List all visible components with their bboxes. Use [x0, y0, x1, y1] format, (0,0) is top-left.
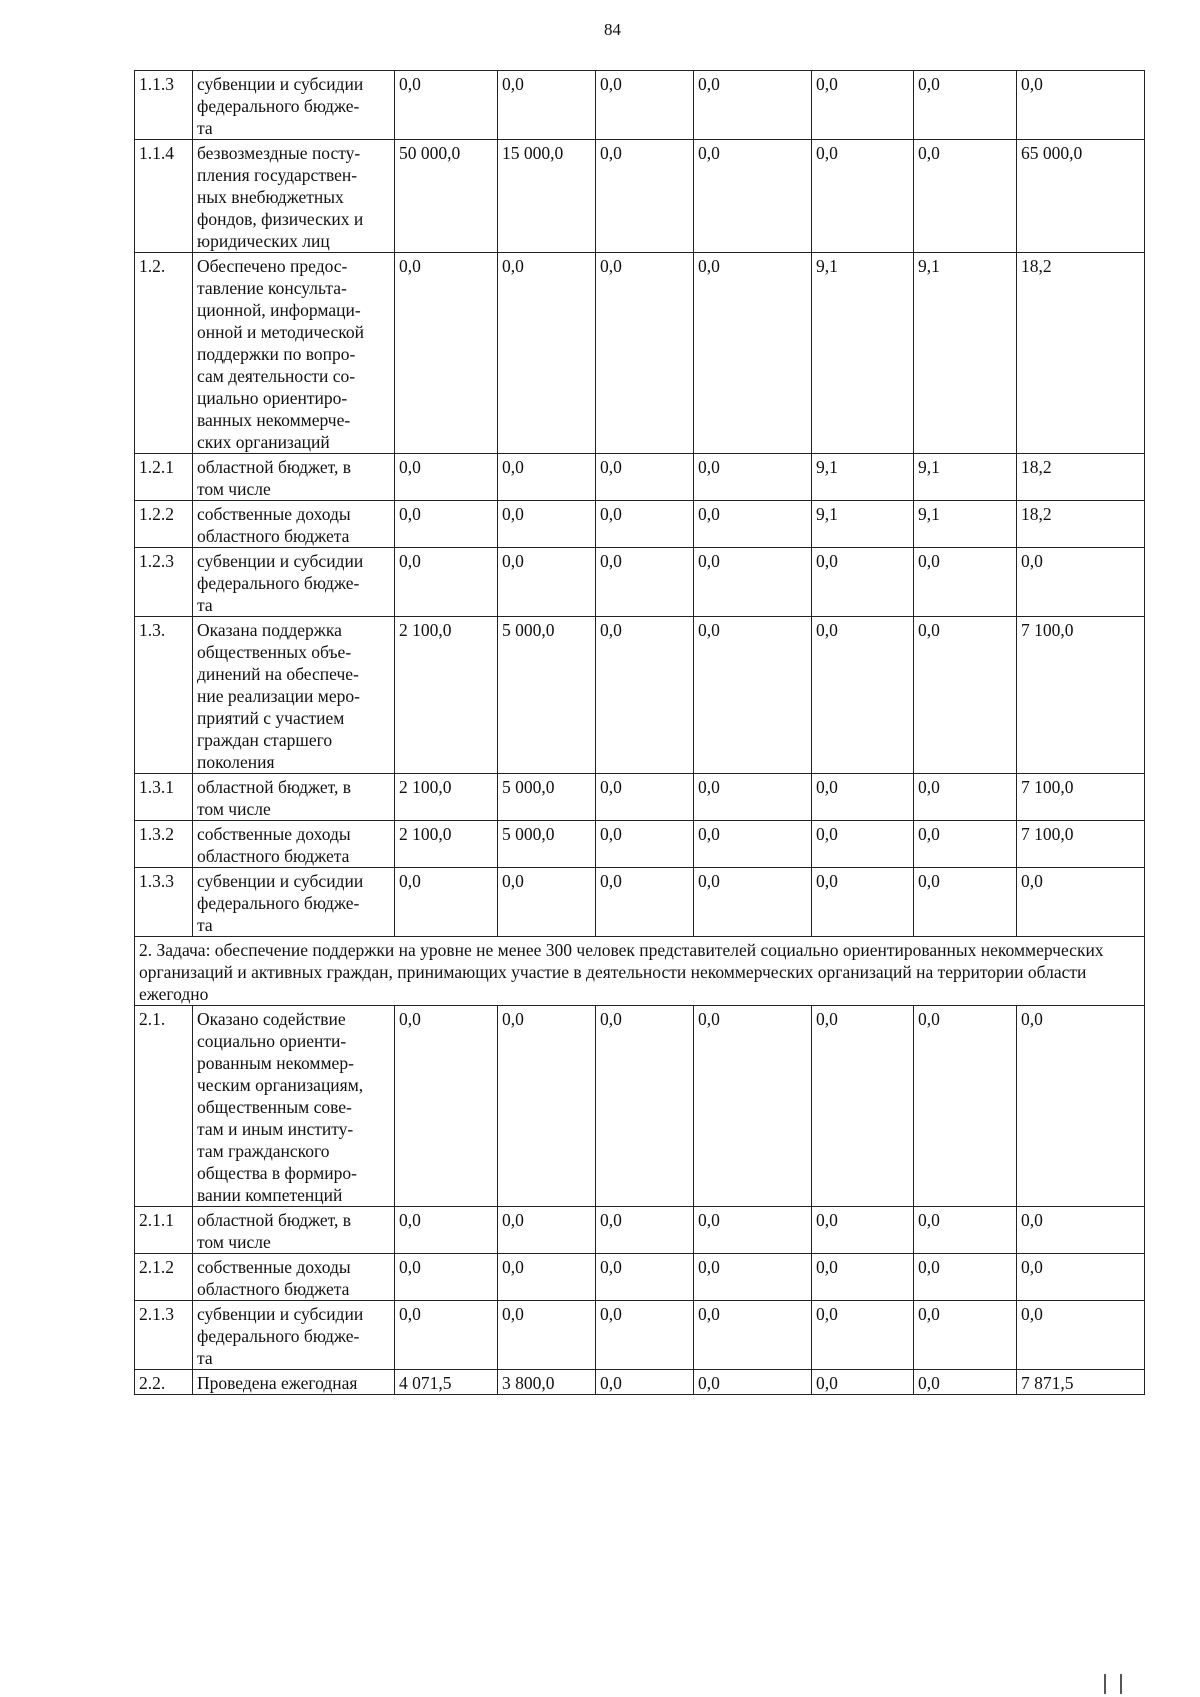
value-cell: 0,0	[812, 1006, 914, 1207]
row-name-line: общества в формиро-	[197, 1163, 357, 1183]
value-cell: 65 000,0	[1017, 140, 1145, 253]
value-cell: 0,0	[498, 868, 596, 937]
row-name-line: общественным сове-	[197, 1097, 352, 1117]
value-cell: 0,0	[812, 1301, 914, 1370]
table-row	[135, 1207, 1145, 1254]
row-number-cell: 1.2.1	[135, 454, 193, 501]
value-cell: 0,0	[694, 821, 812, 868]
row-name-cell	[193, 1006, 395, 1207]
value-cell: 0,0	[914, 1301, 1017, 1370]
value-cell: 0,0	[694, 774, 812, 821]
value-cell: 9,1	[914, 501, 1017, 548]
value-cell: 0,0	[498, 454, 596, 501]
value-cell: 0,0	[1017, 548, 1145, 617]
value-cell: 0,0	[812, 821, 914, 868]
value-cell: 2 100,0	[395, 821, 498, 868]
task-row	[135, 937, 1145, 1006]
row-name-line: ванных некоммерче-	[197, 410, 351, 430]
value-cell: 0,0	[914, 1254, 1017, 1301]
value-cell: 0,0	[498, 1207, 596, 1254]
row-name-line: областного бюджета	[197, 526, 350, 546]
value-cell: 0,0	[694, 71, 812, 140]
row-name-line: та	[197, 1348, 213, 1368]
row-number-cell: 1.1.3	[135, 71, 193, 140]
row-name-line: Обеспечено предос-	[197, 256, 348, 276]
row-name-line: федерального бюдже-	[197, 573, 360, 593]
value-cell: 0,0	[596, 1207, 694, 1254]
row-name-line: том числе	[197, 479, 271, 499]
row-name-line: граждан старшего	[197, 730, 333, 750]
row-name-line: та	[197, 595, 213, 615]
value-cell: 9,1	[812, 454, 914, 501]
row-name-line: областной бюджет, в	[197, 1210, 351, 1230]
table-row	[135, 821, 1145, 868]
row-number-cell: 2.1.	[135, 1006, 193, 1207]
value-cell: 2 100,0	[395, 617, 498, 774]
row-name-line: поколения	[197, 752, 275, 772]
value-cell: 0,0	[1017, 1301, 1145, 1370]
row-name-cell	[193, 1207, 395, 1254]
value-cell: 0,0	[596, 140, 694, 253]
value-cell: 9,1	[812, 253, 914, 454]
row-name-cell	[193, 868, 395, 937]
row-name-line: субвенции и субсидии	[197, 551, 364, 571]
value-cell: 0,0	[694, 501, 812, 548]
value-cell: 0,0	[498, 548, 596, 617]
value-cell: 0,0	[596, 868, 694, 937]
budget-table	[134, 70, 1145, 1395]
row-name-cell	[193, 71, 395, 140]
table-row	[135, 140, 1145, 253]
row-name-line: динений на обеспече-	[197, 664, 359, 684]
value-cell: 0,0	[395, 548, 498, 617]
row-number-cell: 1.2.	[135, 253, 193, 454]
row-name-line: Оказана поддержка	[197, 620, 342, 640]
value-cell: 0,0	[812, 617, 914, 774]
row-name-cell	[193, 1370, 395, 1395]
value-cell: 0,0	[694, 1370, 812, 1395]
table-row	[135, 1301, 1145, 1370]
row-name-line: там и иным институ-	[197, 1119, 354, 1139]
value-cell: 3 800,0	[498, 1370, 596, 1395]
row-name-line: собственные доходы	[197, 824, 351, 844]
row-name-line: безвозмездные посту-	[197, 143, 361, 163]
value-cell: 0,0	[596, 821, 694, 868]
value-cell: 5 000,0	[498, 821, 596, 868]
value-cell: 0,0	[498, 71, 596, 140]
row-name-line: приятий с участием	[197, 708, 345, 728]
row-number-cell: 1.2.2	[135, 501, 193, 548]
row-name-cell	[193, 1301, 395, 1370]
value-cell: 0,0	[395, 454, 498, 501]
row-number-cell: 2.1.1	[135, 1207, 193, 1254]
row-name-line: федерального бюдже-	[197, 96, 360, 116]
value-cell: 0,0	[694, 1301, 812, 1370]
value-cell: 0,0	[914, 1006, 1017, 1207]
row-name-line: областного бюджета	[197, 1279, 350, 1299]
row-name-line: ных внебюджетных	[197, 187, 344, 207]
table-row	[135, 548, 1145, 617]
value-cell: 0,0	[596, 454, 694, 501]
value-cell: 0,0	[395, 253, 498, 454]
value-cell: 0,0	[914, 1370, 1017, 1395]
row-number-cell: 1.3.2	[135, 821, 193, 868]
value-cell: 9,1	[914, 454, 1017, 501]
row-name-line: социально ориенти-	[197, 1031, 347, 1051]
value-cell: 2 100,0	[395, 774, 498, 821]
row-name-cell	[193, 501, 395, 548]
table-row	[135, 1370, 1145, 1395]
row-name-line: субвенции и субсидии	[197, 74, 364, 94]
value-cell: 0,0	[694, 1207, 812, 1254]
value-cell: 0,0	[395, 71, 498, 140]
value-cell: 0,0	[812, 548, 914, 617]
value-cell: 0,0	[596, 774, 694, 821]
table-row	[135, 501, 1145, 548]
value-cell: 0,0	[596, 548, 694, 617]
row-name-line: сам деятельности со-	[197, 366, 356, 386]
value-cell: 0,0	[812, 868, 914, 937]
row-number-cell: 1.3.1	[135, 774, 193, 821]
value-cell: 0,0	[812, 1254, 914, 1301]
value-cell: 0,0	[596, 1301, 694, 1370]
value-cell: 7 871,5	[1017, 1370, 1145, 1395]
value-cell: 0,0	[395, 1006, 498, 1207]
row-name-line: рованным некоммер-	[197, 1053, 354, 1073]
row-name-line: пления государствен-	[197, 165, 358, 185]
value-cell: 0,0	[694, 1006, 812, 1207]
value-cell: 0,0	[1017, 1254, 1145, 1301]
value-cell: 0,0	[596, 1370, 694, 1395]
row-name-line: та	[197, 915, 213, 935]
table-row	[135, 454, 1145, 501]
row-number-cell: 2.1.2	[135, 1254, 193, 1301]
value-cell: 50 000,0	[395, 140, 498, 253]
row-name-line: ние реализации меро-	[197, 686, 360, 706]
value-cell: 0,0	[596, 1254, 694, 1301]
row-name-line: поддержки по вопро-	[197, 344, 356, 364]
value-cell: 0,0	[694, 548, 812, 617]
value-cell: 7 100,0	[1017, 617, 1145, 774]
row-name-line: общественных объе-	[197, 642, 352, 662]
scan-mark	[1120, 1674, 1122, 1694]
value-cell: 0,0	[395, 501, 498, 548]
table-row	[135, 617, 1145, 774]
value-cell: 0,0	[812, 1370, 914, 1395]
row-number-cell: 1.2.3	[135, 548, 193, 617]
table-row	[135, 71, 1145, 140]
row-name-line: Проведена ежегодная	[197, 1373, 358, 1393]
table-section-task-1	[135, 71, 1145, 937]
value-cell: 0,0	[1017, 868, 1145, 937]
value-cell: 0,0	[1017, 1006, 1145, 1207]
row-name-line: субвенции и субсидии	[197, 1304, 364, 1324]
row-name-cell	[193, 1254, 395, 1301]
row-name-line: областного бюджета	[197, 846, 350, 866]
value-cell: 0,0	[395, 1207, 498, 1254]
value-cell: 15 000,0	[498, 140, 596, 253]
row-name-line: собственные доходы	[197, 1257, 351, 1277]
value-cell: 0,0	[694, 868, 812, 937]
row-name-line: федерального бюдже-	[197, 1326, 360, 1346]
value-cell: 0,0	[914, 140, 1017, 253]
table-row	[135, 253, 1145, 454]
value-cell: 0,0	[914, 821, 1017, 868]
row-name-line: циально ориентиро-	[197, 388, 348, 408]
value-cell: 0,0	[498, 1301, 596, 1370]
value-cell: 0,0	[812, 774, 914, 821]
row-number-cell: 1.3.3	[135, 868, 193, 937]
row-name-cell	[193, 140, 395, 253]
value-cell: 0,0	[914, 548, 1017, 617]
value-cell: 0,0	[596, 71, 694, 140]
value-cell: 0,0	[596, 617, 694, 774]
value-cell: 0,0	[694, 253, 812, 454]
value-cell: 0,0	[914, 617, 1017, 774]
value-cell: 0,0	[812, 1207, 914, 1254]
value-cell: 0,0	[395, 1254, 498, 1301]
row-name-cell	[193, 548, 395, 617]
page-number: 84	[604, 20, 621, 39]
value-cell: 18,2	[1017, 501, 1145, 548]
value-cell: 4 071,5	[395, 1370, 498, 1395]
value-cell: 0,0	[914, 1207, 1017, 1254]
value-cell: 0,0	[498, 1254, 596, 1301]
row-name-line: областной бюджет, в	[197, 457, 351, 477]
value-cell: 0,0	[914, 71, 1017, 140]
row-name-line: юридических лиц	[197, 231, 330, 251]
row-name-line: там гражданского	[197, 1141, 330, 1161]
value-cell: 0,0	[395, 868, 498, 937]
row-name-line: ских организаций	[197, 432, 330, 452]
row-name-line: ционной, информаци-	[197, 300, 361, 320]
row-name-line: Оказано содействие	[197, 1009, 346, 1029]
table-row	[135, 868, 1145, 937]
value-cell: 7 100,0	[1017, 821, 1145, 868]
row-name-line: тавление консульта-	[197, 278, 347, 298]
row-name-cell	[193, 617, 395, 774]
value-cell: 0,0	[596, 253, 694, 454]
row-name-line: собственные доходы	[197, 504, 351, 524]
value-cell: 0,0	[596, 501, 694, 548]
value-cell: 0,0	[914, 774, 1017, 821]
value-cell: 0,0	[694, 454, 812, 501]
value-cell: 0,0	[498, 1006, 596, 1207]
value-cell: 0,0	[498, 253, 596, 454]
value-cell: 0,0	[812, 71, 914, 140]
value-cell: 0,0	[694, 1254, 812, 1301]
row-name-cell	[193, 774, 395, 821]
task-description: 2. Задача: обеспечение поддержки на уровне не менее 300 человек представителей социально ориентированных некоммерческих организаций и активных граждан, принимающих участие в деятельности некоммерческих организаций на территории области ежегодно	[135, 937, 1145, 1006]
table-row	[135, 1254, 1145, 1301]
value-cell: 0,0	[395, 1301, 498, 1370]
value-cell: 0,0	[1017, 71, 1145, 140]
row-name-line: субвенции и субсидии	[197, 871, 364, 891]
scan-mark	[1104, 1674, 1106, 1694]
table-section-task-header	[135, 937, 1145, 1006]
row-name-line: федерального бюдже-	[197, 893, 360, 913]
table-row	[135, 774, 1145, 821]
row-name-cell	[193, 454, 395, 501]
row-number-cell: 1.3.	[135, 617, 193, 774]
row-name-line: онной и методической	[197, 322, 364, 342]
row-name-line: та	[197, 118, 213, 138]
row-name-line: областной бюджет, в	[197, 777, 351, 797]
row-number-cell: 2.2.	[135, 1370, 193, 1395]
value-cell: 0,0	[694, 617, 812, 774]
value-cell: 9,1	[914, 253, 1017, 454]
value-cell: 0,0	[498, 501, 596, 548]
value-cell: 0,0	[914, 868, 1017, 937]
value-cell: 9,1	[812, 501, 914, 548]
value-cell: 0,0	[812, 140, 914, 253]
row-name-line: том числе	[197, 1232, 271, 1252]
row-number-cell: 2.1.3	[135, 1301, 193, 1370]
row-name-line: том числе	[197, 799, 271, 819]
row-name-line: вании компетенций	[197, 1185, 343, 1205]
row-name-cell	[193, 821, 395, 868]
value-cell: 0,0	[1017, 1207, 1145, 1254]
value-cell: 18,2	[1017, 454, 1145, 501]
row-number-cell: 1.1.4	[135, 140, 193, 253]
value-cell: 5 000,0	[498, 774, 596, 821]
value-cell: 7 100,0	[1017, 774, 1145, 821]
value-cell: 0,0	[694, 140, 812, 253]
row-name-line: ческим организациям,	[197, 1075, 364, 1095]
value-cell: 5 000,0	[498, 617, 596, 774]
row-name-line: фондов, физических и	[197, 209, 364, 229]
table-row	[135, 1006, 1145, 1207]
table-section-task-2	[135, 1006, 1145, 1395]
row-name-cell	[193, 253, 395, 454]
value-cell: 18,2	[1017, 253, 1145, 454]
value-cell: 0,0	[596, 1006, 694, 1207]
